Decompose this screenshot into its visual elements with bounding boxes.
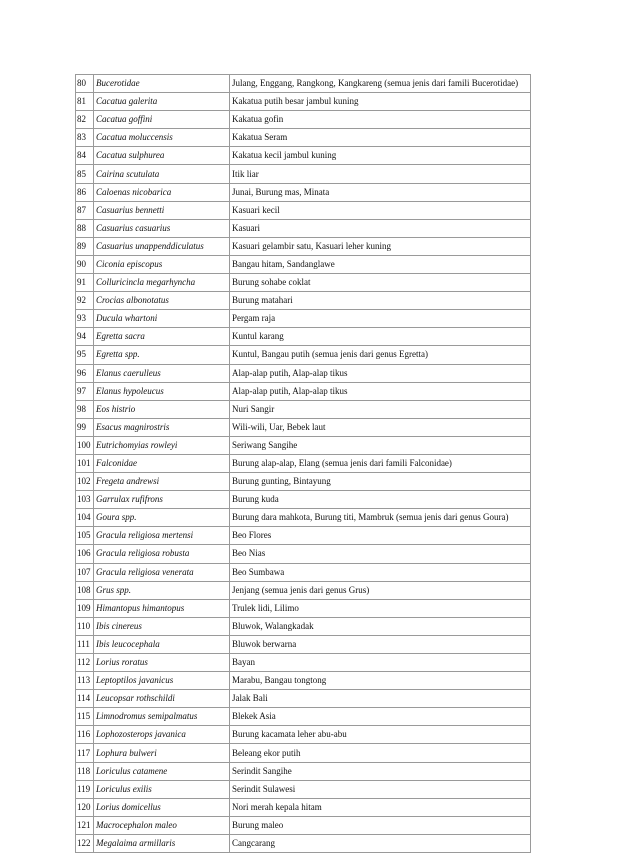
row-number-cell: 104 — [76, 509, 94, 527]
table-row — [76, 165, 531, 183]
common-name-cell: Kasuari — [230, 219, 531, 237]
row-number-cell: 87 — [76, 201, 94, 219]
scientific-name-cell: Grus spp. — [94, 581, 230, 599]
table-row — [76, 255, 531, 273]
common-name-cell: Kasuari kecil — [230, 201, 531, 219]
table-row — [76, 111, 531, 129]
scientific-name-cell: Loriculus exilis — [94, 780, 230, 798]
table-row — [76, 834, 531, 852]
table-row — [76, 418, 531, 436]
row-number-cell: 103 — [76, 491, 94, 509]
table-row — [76, 382, 531, 400]
row-number-cell: 82 — [76, 111, 94, 129]
common-name-cell: Beleang ekor putih — [230, 744, 531, 762]
row-number-cell: 88 — [76, 219, 94, 237]
table-row — [76, 581, 531, 599]
table-row — [76, 292, 531, 310]
common-name-cell: Bluwok, Walangkadak — [230, 617, 531, 635]
row-number-cell: 80 — [76, 75, 94, 93]
table-row — [76, 310, 531, 328]
row-number-cell: 114 — [76, 690, 94, 708]
scientific-name-cell: Limnodromus semipalmatus — [94, 708, 230, 726]
row-number-cell: 113 — [76, 672, 94, 690]
table-row — [76, 400, 531, 418]
scientific-name-cell: Cairina scutulata — [94, 165, 230, 183]
species-table — [75, 74, 531, 853]
common-name-cell: Beo Flores — [230, 527, 531, 545]
table-row — [76, 75, 531, 93]
table-row — [76, 364, 531, 382]
common-name-cell: Burung matahari — [230, 292, 531, 310]
common-name-cell: Burung kacamata leher abu-abu — [230, 726, 531, 744]
common-name-cell: Burung sohabe coklat — [230, 274, 531, 292]
scientific-name-cell: Lophozosterops javanica — [94, 726, 230, 744]
scientific-name-cell: Himantopus himantopus — [94, 599, 230, 617]
table-row — [76, 617, 531, 635]
row-number-cell: 121 — [76, 816, 94, 834]
table-row — [76, 690, 531, 708]
table-row — [76, 237, 531, 255]
common-name-cell: Kuntul karang — [230, 328, 531, 346]
common-name-cell: Bayan — [230, 654, 531, 672]
row-number-cell: 92 — [76, 292, 94, 310]
common-name-cell: Pergam raja — [230, 310, 531, 328]
scientific-name-cell: Bucerotidae — [94, 75, 230, 93]
scientific-name-cell: Colluricincla megarhyncha — [94, 274, 230, 292]
scientific-name-cell: Ciconia episcopus — [94, 255, 230, 273]
scientific-name-cell: Lophura bulweri — [94, 744, 230, 762]
scientific-name-cell: Macrocephalon maleo — [94, 816, 230, 834]
scientific-name-cell: Caloenas nicobarica — [94, 183, 230, 201]
scientific-name-cell: Ducula whartoni — [94, 310, 230, 328]
common-name-cell: Burung alap-alap, Elang (semua jenis dari famili Falconidae) — [230, 454, 531, 472]
row-number-cell: 109 — [76, 599, 94, 617]
table-row — [76, 328, 531, 346]
row-number-cell: 101 — [76, 454, 94, 472]
row-number-cell: 98 — [76, 400, 94, 418]
common-name-cell: Blekek Asia — [230, 708, 531, 726]
scientific-name-cell: Casuarius bennetti — [94, 201, 230, 219]
row-number-cell: 97 — [76, 382, 94, 400]
scientific-name-cell: Gracula religiosa mertensi — [94, 527, 230, 545]
common-name-cell: Bangau hitam, Sandanglawe — [230, 255, 531, 273]
common-name-cell: Burung kuda — [230, 491, 531, 509]
scientific-name-cell: Gracula religiosa venerata — [94, 563, 230, 581]
common-name-cell: Serindit Sulawesi — [230, 780, 531, 798]
table-row — [76, 762, 531, 780]
scientific-name-cell: Fregeta andrewsi — [94, 473, 230, 491]
common-name-cell: Kakatua putih besar jambul kuning — [230, 93, 531, 111]
scientific-name-cell: Leucopsar rothschildi — [94, 690, 230, 708]
row-number-cell: 115 — [76, 708, 94, 726]
table-row — [76, 201, 531, 219]
row-number-cell: 116 — [76, 726, 94, 744]
scientific-name-cell: Casuarius unappenddiculatus — [94, 237, 230, 255]
common-name-cell: Burung gunting, Bintayung — [230, 473, 531, 491]
row-number-cell: 90 — [76, 255, 94, 273]
row-number-cell: 112 — [76, 654, 94, 672]
scientific-name-cell: Loriculus catamene — [94, 762, 230, 780]
table-row — [76, 129, 531, 147]
table-row — [76, 183, 531, 201]
scientific-name-cell: Casuarius casuarius — [94, 219, 230, 237]
scientific-name-cell: Elanus caerulleus — [94, 364, 230, 382]
common-name-cell: Kasuari gelambir satu, Kasuari leher kuning — [230, 237, 531, 255]
scientific-name-cell: Ibis cinereus — [94, 617, 230, 635]
table-row — [76, 473, 531, 491]
table-row — [76, 654, 531, 672]
row-number-cell: 99 — [76, 418, 94, 436]
common-name-cell: Jalak Bali — [230, 690, 531, 708]
common-name-cell: Kuntul, Bangau putih (semua jenis dari genus Egretta) — [230, 346, 531, 364]
scientific-name-cell: Crocias albonotatus — [94, 292, 230, 310]
common-name-cell: Julang, Enggang, Rangkong, Kangkareng (semua jenis dari famili Bucerotidae) — [230, 75, 531, 93]
table-row — [76, 93, 531, 111]
table-row — [76, 798, 531, 816]
table-row — [76, 436, 531, 454]
scientific-name-cell: Ibis leucocephala — [94, 635, 230, 653]
species-table-body — [76, 75, 531, 853]
row-number-cell: 105 — [76, 527, 94, 545]
row-number-cell: 111 — [76, 635, 94, 653]
table-row — [76, 219, 531, 237]
common-name-cell: Serindit Sangihe — [230, 762, 531, 780]
row-number-cell: 89 — [76, 237, 94, 255]
common-name-cell: Alap-alap putih, Alap-alap tikus — [230, 382, 531, 400]
common-name-cell: Kakatua gofin — [230, 111, 531, 129]
scientific-name-cell: Cacatua galerita — [94, 93, 230, 111]
common-name-cell: Cangcarang — [230, 834, 531, 852]
scientific-name-cell: Eos histrio — [94, 400, 230, 418]
row-number-cell: 118 — [76, 762, 94, 780]
table-row — [76, 346, 531, 364]
scientific-name-cell: Eutrichomyias rowleyi — [94, 436, 230, 454]
table-row — [76, 780, 531, 798]
table-row — [76, 527, 531, 545]
row-number-cell: 117 — [76, 744, 94, 762]
scientific-name-cell: Egretta sacra — [94, 328, 230, 346]
table-row — [76, 491, 531, 509]
row-number-cell: 102 — [76, 473, 94, 491]
scientific-name-cell: Cacatua moluccensis — [94, 129, 230, 147]
row-number-cell: 122 — [76, 834, 94, 852]
row-number-cell: 84 — [76, 147, 94, 165]
common-name-cell: Kakatua Seram — [230, 129, 531, 147]
row-number-cell: 95 — [76, 346, 94, 364]
table-row — [76, 816, 531, 834]
common-name-cell: Nuri Sangir — [230, 400, 531, 418]
scientific-name-cell: Garrulax rufifrons — [94, 491, 230, 509]
row-number-cell: 119 — [76, 780, 94, 798]
row-number-cell: 120 — [76, 798, 94, 816]
scientific-name-cell: Lorius domicellus — [94, 798, 230, 816]
table-row — [76, 708, 531, 726]
common-name-cell: Burung dara mahkota, Burung titi, Mambruk (semua jenis dari genus Goura) — [230, 509, 531, 527]
common-name-cell: Bluwok berwarna — [230, 635, 531, 653]
row-number-cell: 106 — [76, 545, 94, 563]
table-row — [76, 509, 531, 527]
row-number-cell: 81 — [76, 93, 94, 111]
table-row — [76, 545, 531, 563]
scientific-name-cell: Esacus magnirostris — [94, 418, 230, 436]
scientific-name-cell: Leptoptilos javanicus — [94, 672, 230, 690]
row-number-cell: 108 — [76, 581, 94, 599]
scientific-name-cell: Cacatua sulphurea — [94, 147, 230, 165]
table-row — [76, 599, 531, 617]
row-number-cell: 100 — [76, 436, 94, 454]
common-name-cell: Beo Nias — [230, 545, 531, 563]
scientific-name-cell: Falconidae — [94, 454, 230, 472]
row-number-cell: 86 — [76, 183, 94, 201]
row-number-cell: 93 — [76, 310, 94, 328]
common-name-cell: Nori merah kepala hitam — [230, 798, 531, 816]
table-row — [76, 672, 531, 690]
row-number-cell: 91 — [76, 274, 94, 292]
scientific-name-cell: Megalaima armillaris — [94, 834, 230, 852]
scientific-name-cell: Egretta spp. — [94, 346, 230, 364]
common-name-cell: Kakatua kecil jambul kuning — [230, 147, 531, 165]
row-number-cell: 107 — [76, 563, 94, 581]
common-name-cell: Itik liar — [230, 165, 531, 183]
common-name-cell: Junai, Burung mas, Minata — [230, 183, 531, 201]
table-row — [76, 726, 531, 744]
scientific-name-cell: Lorius roratus — [94, 654, 230, 672]
common-name-cell: Wili-wili, Uar, Bebek laut — [230, 418, 531, 436]
scientific-name-cell: Cacatua goffini — [94, 111, 230, 129]
common-name-cell: Burung maleo — [230, 816, 531, 834]
scientific-name-cell: Elanus hypoleucus — [94, 382, 230, 400]
row-number-cell: 110 — [76, 617, 94, 635]
row-number-cell: 94 — [76, 328, 94, 346]
row-number-cell: 96 — [76, 364, 94, 382]
common-name-cell: Alap-alap putih, Alap-alap tikus — [230, 364, 531, 382]
common-name-cell: Beo Sumbawa — [230, 563, 531, 581]
table-row — [76, 635, 531, 653]
table-row — [76, 563, 531, 581]
scientific-name-cell: Gracula religiosa robusta — [94, 545, 230, 563]
scientific-name-cell: Goura spp. — [94, 509, 230, 527]
common-name-cell: Seriwang Sangihe — [230, 436, 531, 454]
common-name-cell: Trulek lidi, Lilimo — [230, 599, 531, 617]
table-row — [76, 274, 531, 292]
common-name-cell: Marabu, Bangau tongtong — [230, 672, 531, 690]
table-row — [76, 147, 531, 165]
common-name-cell: Jenjang (semua jenis dari genus Grus) — [230, 581, 531, 599]
table-row — [76, 454, 531, 472]
table-row — [76, 744, 531, 762]
row-number-cell: 85 — [76, 165, 94, 183]
row-number-cell: 83 — [76, 129, 94, 147]
